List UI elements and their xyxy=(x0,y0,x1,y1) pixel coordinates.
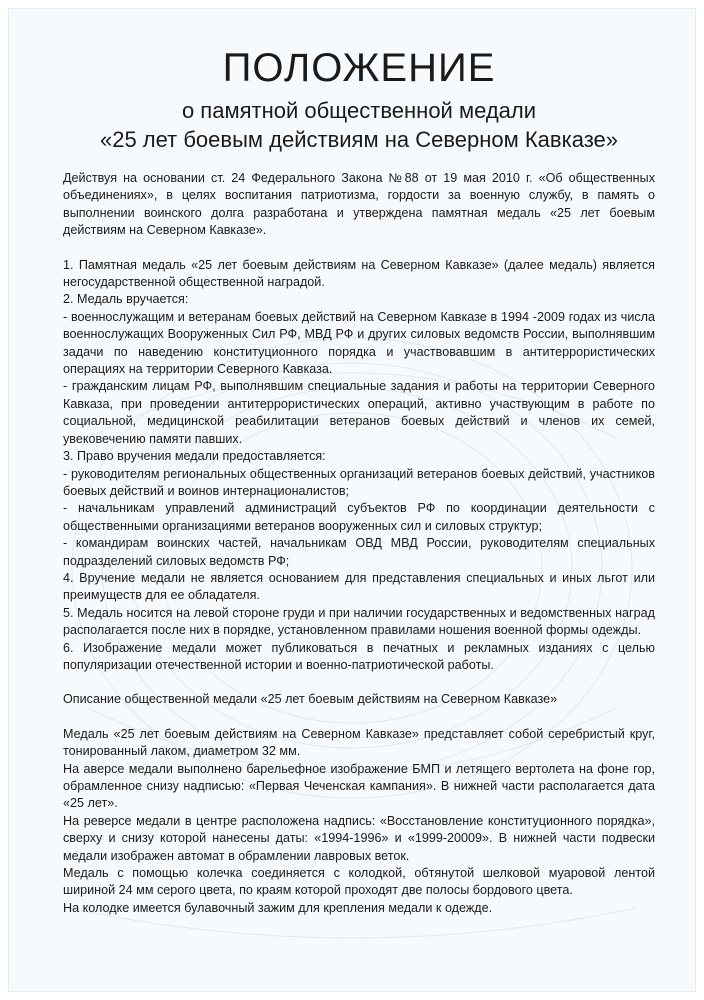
document-subtitle-line-2: «25 лет боевым действиям на Северном Кавказе» xyxy=(99,127,619,152)
regulation-item: - гражданским лицам РФ, выполнявшим специальные задания и работы на территории Северного Кавказа, при проведении антитеррористических операций, активно участвующим в работе по социальной, медицинской реабилитации ветеранов боевых действий и членов их семей, увековечению памяти павших. xyxy=(63,379,655,446)
regulation-item: 3. Право вручения медали предоставляется: xyxy=(63,449,326,464)
document-body xyxy=(63,170,655,917)
description-heading: Описание общественной медали «25 лет боевым действиям на Северном Кавказе» xyxy=(63,692,558,707)
regulation-item: 4. Вручение медали не является основанием для представления специальных и иных льгот или преимуществ для ее обладателя. xyxy=(63,570,655,603)
spacer xyxy=(63,709,655,726)
regulation-item: 1. Памятная медаль «25 лет боевым действиям на Северном Кавказе» (далее медаль) является негосударственной общественной наградой. xyxy=(63,257,655,290)
spacer xyxy=(63,674,655,691)
regulation-item: 2. Медаль вручается: xyxy=(63,292,189,307)
regulation-item: - командирам воинских частей, начальникам ОВД МВД России, руководителям специальных подразделений силовых ведомств РФ; xyxy=(63,536,655,568)
description-paragraph: На реверсе медали в центре расположена надпись: «Восстановление конституционного порядка», сверху и снизу которой нанесены даты: «1994-1996» и «1999-20009». В нижней части подвески медали изображен автомат в обрамлении лавровых веток. xyxy=(63,813,655,863)
regulation-item: 5. Медаль носится на левой стороне груди и при наличии государственных и ведомственных наград располагается после них в порядке, установленном правилами ношения военной формы одежды. xyxy=(63,605,655,638)
regulation-item: - военнослужащим и ветеранам боевых действий на Северном Кавказе в 1994 -2009 годах из числа военнослужащих Вооруженных Сил РФ, МВД РФ и других силовых ведомств России, выполнявшим задачи по наведению конституционного порядка и участвовавшим в антитеррористических операциях на территории Северного Кавказа. xyxy=(63,309,655,377)
spacer xyxy=(63,240,655,257)
document-title: ПОЛОЖЕНИЕ xyxy=(222,46,496,90)
regulation-item: - начальникам управлений администраций субъектов РФ по координации деятельности с общественными организациями ветеранов вооруженных сил и силовых структур; xyxy=(63,501,655,533)
intro-paragraph: Действуя на основании ст. 24 Федерального Закона №88 от 19 мая 2010 г. «Об общественных объединениях», в целях воспитания патриотизма, гордости за военную службу, в память о выполнении воинского долга разработана и утверждена памятная медаль «25 лет боевым действиям на Северном Кавказе». xyxy=(63,171,655,238)
description-paragraph: Медаль с помощью колечка соединяется с колодкой, обтянутой шелковой муаровой лентой шириной 24 мм серого цвета, по краям которой проходят две полосы бордового цвета. xyxy=(63,866,655,898)
regulation-item: 6. Изображение медали может публиковаться в печатных и рекламных изданиях с целью популяризации отечественной истории и военно-патриотической работы. xyxy=(63,640,655,672)
description-paragraph: На колодке имеется булавочный зажим для крепления медали к одежде. xyxy=(63,900,493,915)
document-content xyxy=(63,44,655,917)
description-paragraph: Медаль «25 лет боевым действиям на Северном Кавказе» представляет собой серебристый круг, тонированный лаком, диаметром 32 мм. xyxy=(63,726,655,759)
description-paragraph: На аверсе медали выполнено барельефное изображение БМП и летящего вертолета на фоне гор, обрамленное снизу надписью: «Первая Чеченская кампания». В нижней части располагается дата «25 лет». xyxy=(63,761,655,811)
document-subtitle-line-1: о памятной общественной медали xyxy=(181,98,537,123)
regulation-item: - руководителям региональных общественных организаций ветеранов боевых действий, участников боевых действий и воинов интернационалистов; xyxy=(63,466,655,498)
